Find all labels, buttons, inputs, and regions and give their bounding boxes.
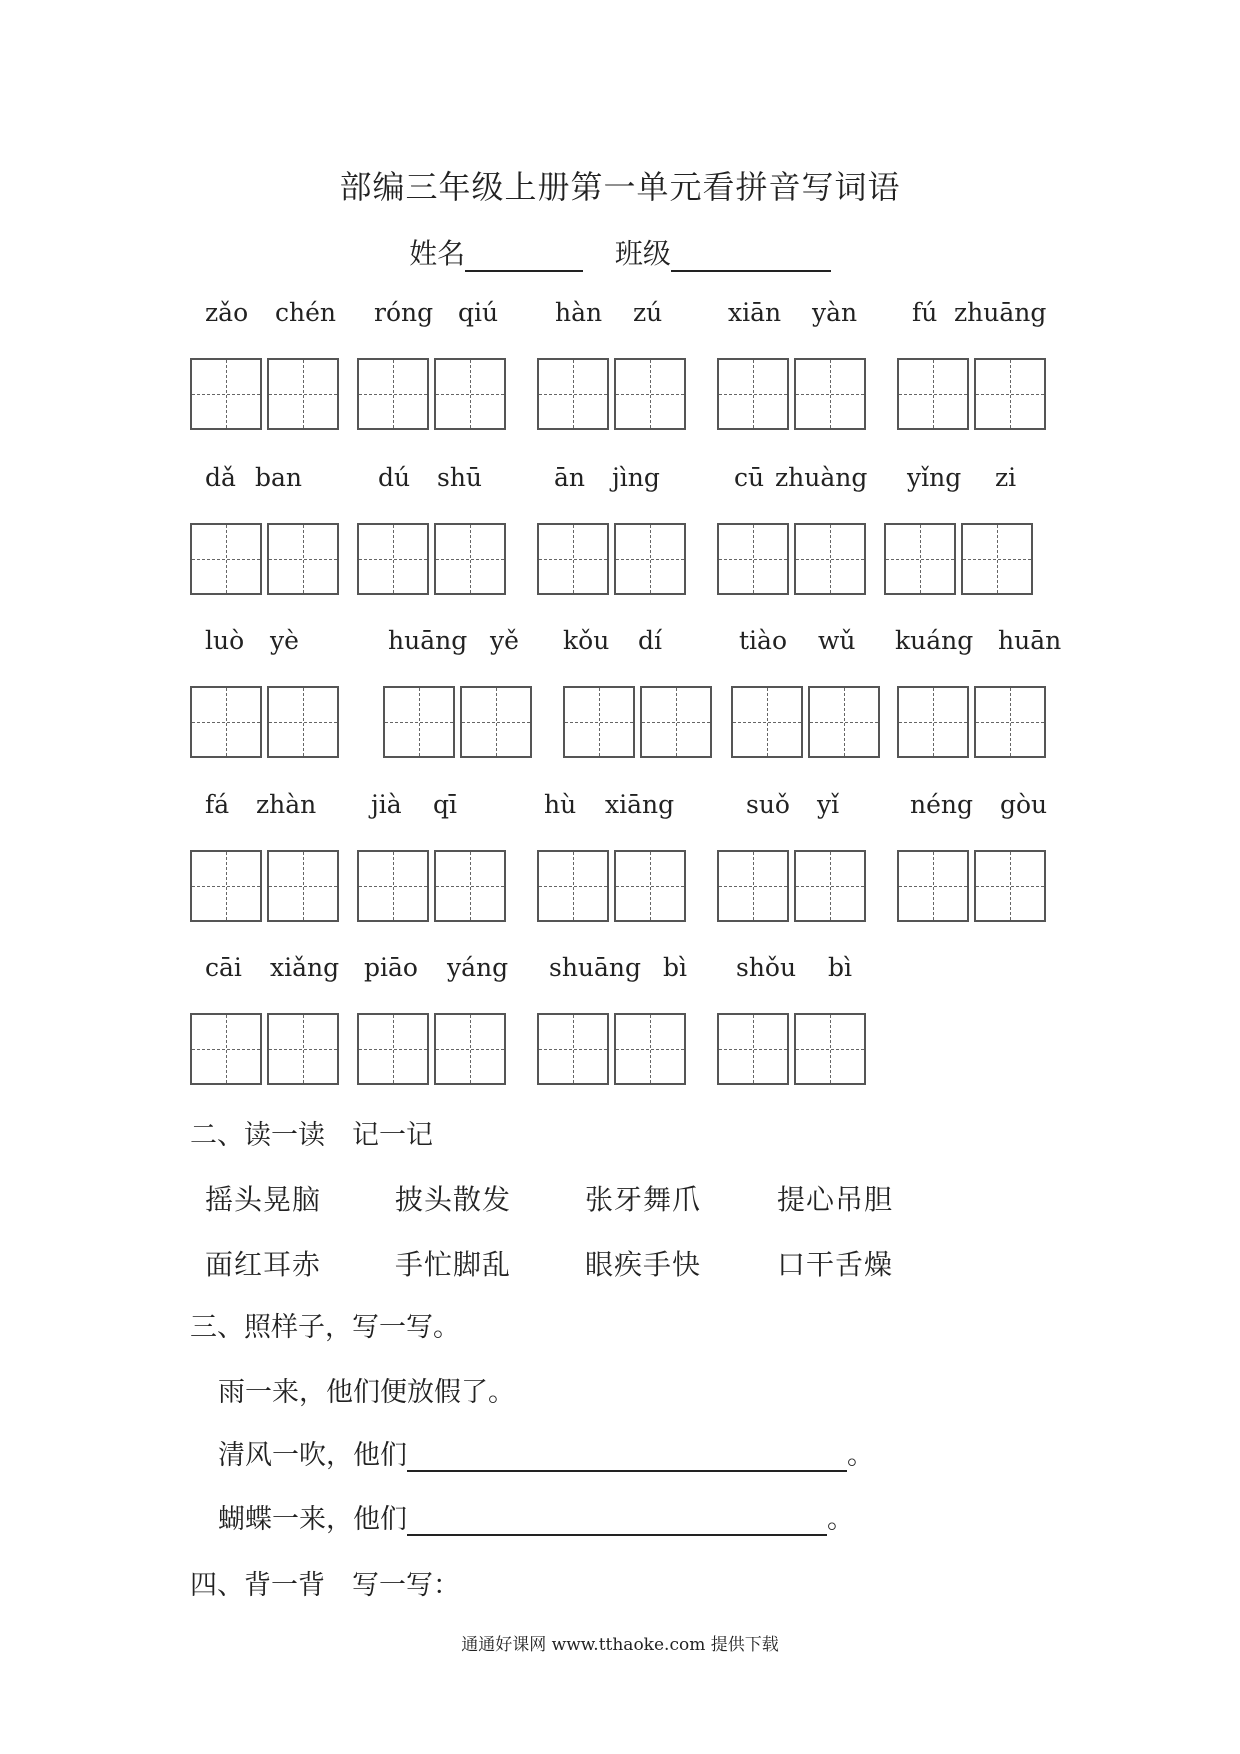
pinyin-syllable: chén <box>275 298 336 327</box>
pinyin-syllable: huāng <box>388 626 468 655</box>
writing-box[interactable] <box>794 850 866 922</box>
pinyin-syllable: xiāng <box>605 790 675 819</box>
writing-box[interactable] <box>897 850 969 922</box>
pinyin-syllable: róng <box>374 298 434 327</box>
section3-title: 三、照样子，写一写。 <box>190 1312 460 1343</box>
sentence-1-prompt: 清风一吹，他们 <box>218 1440 407 1471</box>
pinyin-syllable: luò <box>205 626 245 655</box>
pinyin-syllable: wǔ <box>818 626 856 655</box>
sentence-2-blank[interactable] <box>407 1504 827 1536</box>
pinyin-syllable: yǐng <box>907 463 962 492</box>
idiom-item: 口干舌燥 <box>777 1248 894 1281</box>
idiom-item: 张牙舞爪 <box>585 1183 702 1216</box>
pinyin-syllable: jìng <box>612 463 660 492</box>
pinyin-syllable: piāo <box>364 953 418 982</box>
writing-box[interactable] <box>717 850 789 922</box>
pinyin-syllable: ān <box>554 463 586 492</box>
writing-box[interactable] <box>190 686 262 758</box>
pinyin-syllable: xiān <box>728 298 782 327</box>
writing-box[interactable] <box>357 358 429 430</box>
pinyin-syllable: yàn <box>812 298 858 327</box>
writing-box[interactable] <box>614 523 686 595</box>
pinyin-syllable: dú <box>378 463 411 492</box>
writing-box[interactable] <box>794 1013 866 1085</box>
pinyin-syllable: bì <box>663 953 687 982</box>
writing-box[interactable] <box>460 686 532 758</box>
pinyin-syllable: zǎo <box>205 298 249 327</box>
idiom-item: 摇头晃脑 <box>205 1183 322 1216</box>
writing-box[interactable] <box>563 686 635 758</box>
idiom-item: 面红耳赤 <box>205 1248 322 1281</box>
writing-box[interactable] <box>537 358 609 430</box>
writing-box[interactable] <box>267 1013 339 1085</box>
writing-box[interactable] <box>614 850 686 922</box>
pinyin-syllable: yáng <box>447 953 509 982</box>
pinyin-syllable: tiào <box>739 626 787 655</box>
writing-box[interactable] <box>897 358 969 430</box>
pinyin-syllable: zú <box>633 298 663 327</box>
writing-box[interactable] <box>434 523 506 595</box>
page-title: 部编三年级上册第一单元看拼音写词语 <box>339 168 901 206</box>
section4-title: 四、背一背 写一写： <box>190 1570 460 1601</box>
idiom-item: 提心吊胆 <box>777 1183 894 1216</box>
writing-box[interactable] <box>434 358 506 430</box>
sentence-1 <box>218 1433 874 1472</box>
writing-box[interactable] <box>974 358 1046 430</box>
pinyin-syllable: huān <box>998 626 1062 655</box>
pinyin-syllable: yè <box>270 626 299 655</box>
writing-box[interactable] <box>897 686 969 758</box>
writing-box[interactable] <box>717 1013 789 1085</box>
writing-box[interactable] <box>974 850 1046 922</box>
sentence-2-prompt: 蝴蝶一来，他们 <box>218 1504 407 1535</box>
writing-box[interactable] <box>794 358 866 430</box>
writing-box[interactable] <box>190 1013 262 1085</box>
writing-box[interactable] <box>717 523 789 595</box>
pinyin-syllable: jià <box>371 790 402 819</box>
writing-box[interactable] <box>190 523 262 595</box>
writing-box[interactable] <box>537 850 609 922</box>
pinyin-syllable: zhuàng <box>775 463 868 492</box>
writing-box[interactable] <box>267 686 339 758</box>
pinyin-syllable: néng <box>910 790 974 819</box>
class-field[interactable] <box>671 242 831 272</box>
pinyin-syllable: zhàn <box>256 790 317 819</box>
pinyin-syllable: suǒ <box>746 790 790 819</box>
pinyin-syllable: dǎ <box>205 463 236 492</box>
writing-box[interactable] <box>190 850 262 922</box>
pinyin-syllable: shuāng <box>549 953 642 982</box>
pinyin-syllable: ban <box>255 463 303 492</box>
writing-box[interactable] <box>537 1013 609 1085</box>
writing-box[interactable] <box>434 850 506 922</box>
pinyin-syllable: bì <box>828 953 852 982</box>
writing-box[interactable] <box>434 1013 506 1085</box>
sentence-1-blank[interactable] <box>407 1440 847 1472</box>
pinyin-syllable: qī <box>433 790 457 819</box>
name-field[interactable] <box>465 242 583 272</box>
writing-box[interactable] <box>731 686 803 758</box>
writing-box[interactable] <box>267 523 339 595</box>
pinyin-syllable: shū <box>437 463 483 492</box>
writing-box[interactable] <box>357 1013 429 1085</box>
sentence-1-end: 。 <box>847 1440 874 1471</box>
idiom-item: 披头散发 <box>395 1183 512 1216</box>
footer: 通通好课网 www.tthaoke.com 提供下载 <box>461 1635 779 1655</box>
pinyin-syllable: qiú <box>458 298 499 327</box>
pinyin-syllable: zhuāng <box>954 298 1047 327</box>
example-sentence: 雨一来，他们便放假了。 <box>218 1377 515 1408</box>
pinyin-syllable: shǒu <box>736 953 797 982</box>
idiom-item: 眼疾手快 <box>585 1248 702 1281</box>
pinyin-syllable: gòu <box>1000 790 1048 819</box>
writing-box[interactable] <box>383 686 455 758</box>
writing-box[interactable] <box>537 523 609 595</box>
idiom-item: 手忙脚乱 <box>395 1248 512 1281</box>
writing-box[interactable] <box>808 686 880 758</box>
writing-box[interactable] <box>267 850 339 922</box>
writing-box[interactable] <box>267 358 339 430</box>
pinyin-syllable: cāi <box>205 953 242 982</box>
section2-title: 二、读一读 记一记 <box>190 1120 433 1151</box>
sentence-2-end: 。 <box>827 1504 854 1535</box>
pinyin-syllable: yě <box>490 626 519 655</box>
pinyin-syllable: zi <box>995 463 1017 492</box>
pinyin-syllable: fú <box>912 298 938 327</box>
writing-box[interactable] <box>357 523 429 595</box>
writing-box[interactable] <box>614 358 686 430</box>
pinyin-syllable: hù <box>544 790 577 819</box>
writing-box[interactable] <box>190 358 262 430</box>
sentence-2 <box>218 1497 854 1536</box>
name-class-bar <box>0 232 1240 272</box>
writing-box[interactable] <box>357 850 429 922</box>
pinyin-syllable: hàn <box>555 298 603 327</box>
pinyin-syllable: cū <box>734 463 765 492</box>
class-label: 班级 <box>614 237 671 270</box>
pinyin-syllable: xiǎng <box>270 953 340 982</box>
pinyin-syllable: kuáng <box>895 626 974 655</box>
writing-box[interactable] <box>717 358 789 430</box>
name-label: 姓名 <box>409 237 466 270</box>
pinyin-syllable: kǒu <box>563 626 610 655</box>
writing-box[interactable] <box>961 523 1033 595</box>
writing-box[interactable] <box>974 686 1046 758</box>
writing-box[interactable] <box>640 686 712 758</box>
pinyin-syllable: fá <box>205 790 230 819</box>
pinyin-syllable: yǐ <box>817 790 840 819</box>
writing-box[interactable] <box>794 523 866 595</box>
writing-box[interactable] <box>884 523 956 595</box>
writing-box[interactable] <box>614 1013 686 1085</box>
pinyin-syllable: dí <box>638 626 662 655</box>
